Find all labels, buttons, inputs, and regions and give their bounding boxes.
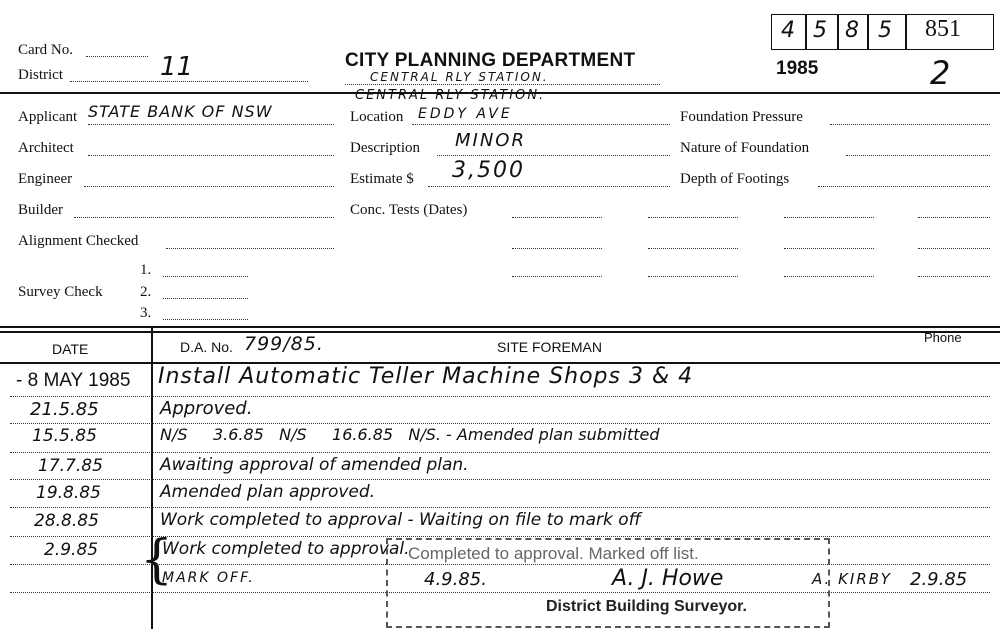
- survey-num-3: 3.: [140, 305, 152, 321]
- location-label: Location: [350, 109, 404, 125]
- card-number: 851: [925, 16, 961, 42]
- conc-test-line: [512, 248, 602, 249]
- location-value: EDDY AVE: [418, 106, 513, 122]
- engineer-label: Engineer: [18, 171, 73, 187]
- stamp-footer: District Building Surveyor.: [546, 598, 747, 615]
- nature-foundation-label: Nature of Foundation: [680, 140, 810, 156]
- survey-num-2: 2.: [140, 284, 152, 300]
- stamp-date: 4.9.85.: [424, 569, 487, 590]
- log-date: 21.5.85: [30, 399, 99, 420]
- stamp-text: Completed to approval. Marked off list.: [408, 544, 699, 563]
- nature-foundation-line: [846, 155, 990, 156]
- ref-divider: [805, 14, 807, 50]
- architect-label: Architect: [18, 140, 74, 156]
- stamp-signature: A. J. Howe: [612, 566, 724, 591]
- district-label: District: [18, 67, 63, 83]
- log-rule-top: [0, 326, 1000, 328]
- stamp-signature-2: A. KIRBY: [812, 570, 892, 588]
- estimate-label: Estimate $: [350, 171, 414, 187]
- survey-line-3: [163, 319, 248, 320]
- survey-line-1: [163, 276, 248, 277]
- log-date: 19.8.85: [36, 483, 101, 503]
- log-entry-text: Install Automatic Teller Machine Shops 3 & 4: [158, 364, 694, 389]
- year: 1985: [776, 58, 819, 79]
- depth-footings-line: [818, 186, 990, 187]
- conc-test-line: [784, 276, 874, 277]
- builder-line: [74, 217, 334, 218]
- card-no-label: Card No.: [18, 42, 73, 58]
- survey-line-2: [163, 298, 248, 299]
- ref-divider: [905, 14, 907, 50]
- log-date: 28.8.85: [34, 511, 99, 531]
- estimate-value: 3,500: [452, 158, 525, 183]
- conc-test-line: [648, 248, 738, 249]
- conc-test-line: [784, 248, 874, 249]
- applicant-value: STATE BANK OF NSW: [88, 102, 273, 121]
- log-row-line: [10, 507, 990, 508]
- survey-label: Survey Check: [18, 284, 103, 300]
- location-line: [412, 124, 670, 125]
- date-header: DATE: [52, 341, 89, 357]
- log-entry-text: MARK OFF.: [162, 570, 255, 586]
- log-entry-text: Work completed to approval - Waiting on file to mark off: [160, 510, 641, 530]
- log-entry-text: Approved.: [160, 398, 253, 419]
- description-value: MINOR: [455, 130, 526, 151]
- log-date: 17.7.85: [38, 456, 103, 476]
- log-row-line: [10, 479, 990, 480]
- location-value-top: CENTRAL RLY STATION.: [355, 88, 546, 103]
- architect-line: [88, 155, 334, 156]
- builder-label: Builder: [18, 202, 63, 218]
- district-value: 11: [160, 52, 194, 82]
- ref-divider: [867, 14, 869, 50]
- ref-digit: 8: [845, 18, 859, 43]
- page-title: CITY PLANNING DEPARTMENT: [345, 50, 636, 71]
- description-label: Description: [350, 140, 420, 156]
- log-entry-text: Awaiting approval of amended plan.: [160, 455, 469, 475]
- conc-test-line: [512, 276, 602, 277]
- conc-test-line: [648, 217, 738, 218]
- log-date: - 8 MAY 1985: [16, 370, 131, 391]
- log-date: 15.5.85: [32, 426, 97, 446]
- phone-label: Phone: [924, 330, 962, 345]
- card-no-line: [86, 56, 148, 57]
- applicant-label: Applicant: [18, 109, 78, 125]
- log-entry-text: N/S 3.6.85 N/S 16.6.85 N/S. - Amended plan submitted: [160, 425, 660, 444]
- ref-digit: 4: [781, 18, 795, 43]
- applicant-line: [88, 124, 334, 125]
- estimate-line: [428, 186, 670, 187]
- conc-tests-label: Conc. Tests (Dates): [350, 202, 468, 218]
- brace-icon: {: [140, 530, 174, 590]
- conc-test-line: [918, 276, 990, 277]
- ref-digit: 5: [813, 18, 827, 43]
- conc-test-line: [918, 217, 990, 218]
- log-date: 2.9.85: [44, 540, 99, 560]
- log-entry-text: Amended plan approved.: [160, 482, 376, 502]
- ref-handwritten: 2: [930, 54, 951, 92]
- conc-test-line: [512, 217, 602, 218]
- conc-test-line: [784, 217, 874, 218]
- da-label: D.A. No.: [180, 339, 233, 355]
- engineer-line: [84, 186, 334, 187]
- log-row-line: [10, 396, 990, 397]
- log-rule-top-2: [0, 331, 1000, 333]
- alignment-label: Alignment Checked: [18, 233, 139, 249]
- title-underline: [345, 84, 660, 85]
- da-value: 799/85.: [244, 333, 324, 355]
- foundation-pressure-label: Foundation Pressure: [680, 109, 803, 125]
- stamp-signature-date: 2.9.85: [910, 569, 968, 590]
- survey-num-1: 1.: [140, 262, 152, 278]
- foundation-pressure-line: [830, 124, 990, 125]
- title-handwritten-station: CENTRAL RLY STATION.: [370, 70, 549, 84]
- site-foreman-label: SITE FOREMAN: [497, 339, 603, 355]
- depth-footings-label: Depth of Footings: [680, 171, 790, 187]
- log-row-line: [10, 452, 990, 453]
- description-line: [437, 155, 670, 156]
- log-row-line: [10, 423, 990, 424]
- ref-divider: [837, 14, 839, 50]
- ref-digit: 5: [878, 18, 892, 43]
- conc-test-line: [918, 248, 990, 249]
- log-entry-text: Work completed to approval.: [162, 539, 410, 559]
- conc-test-line: [648, 276, 738, 277]
- alignment-line: [166, 248, 334, 249]
